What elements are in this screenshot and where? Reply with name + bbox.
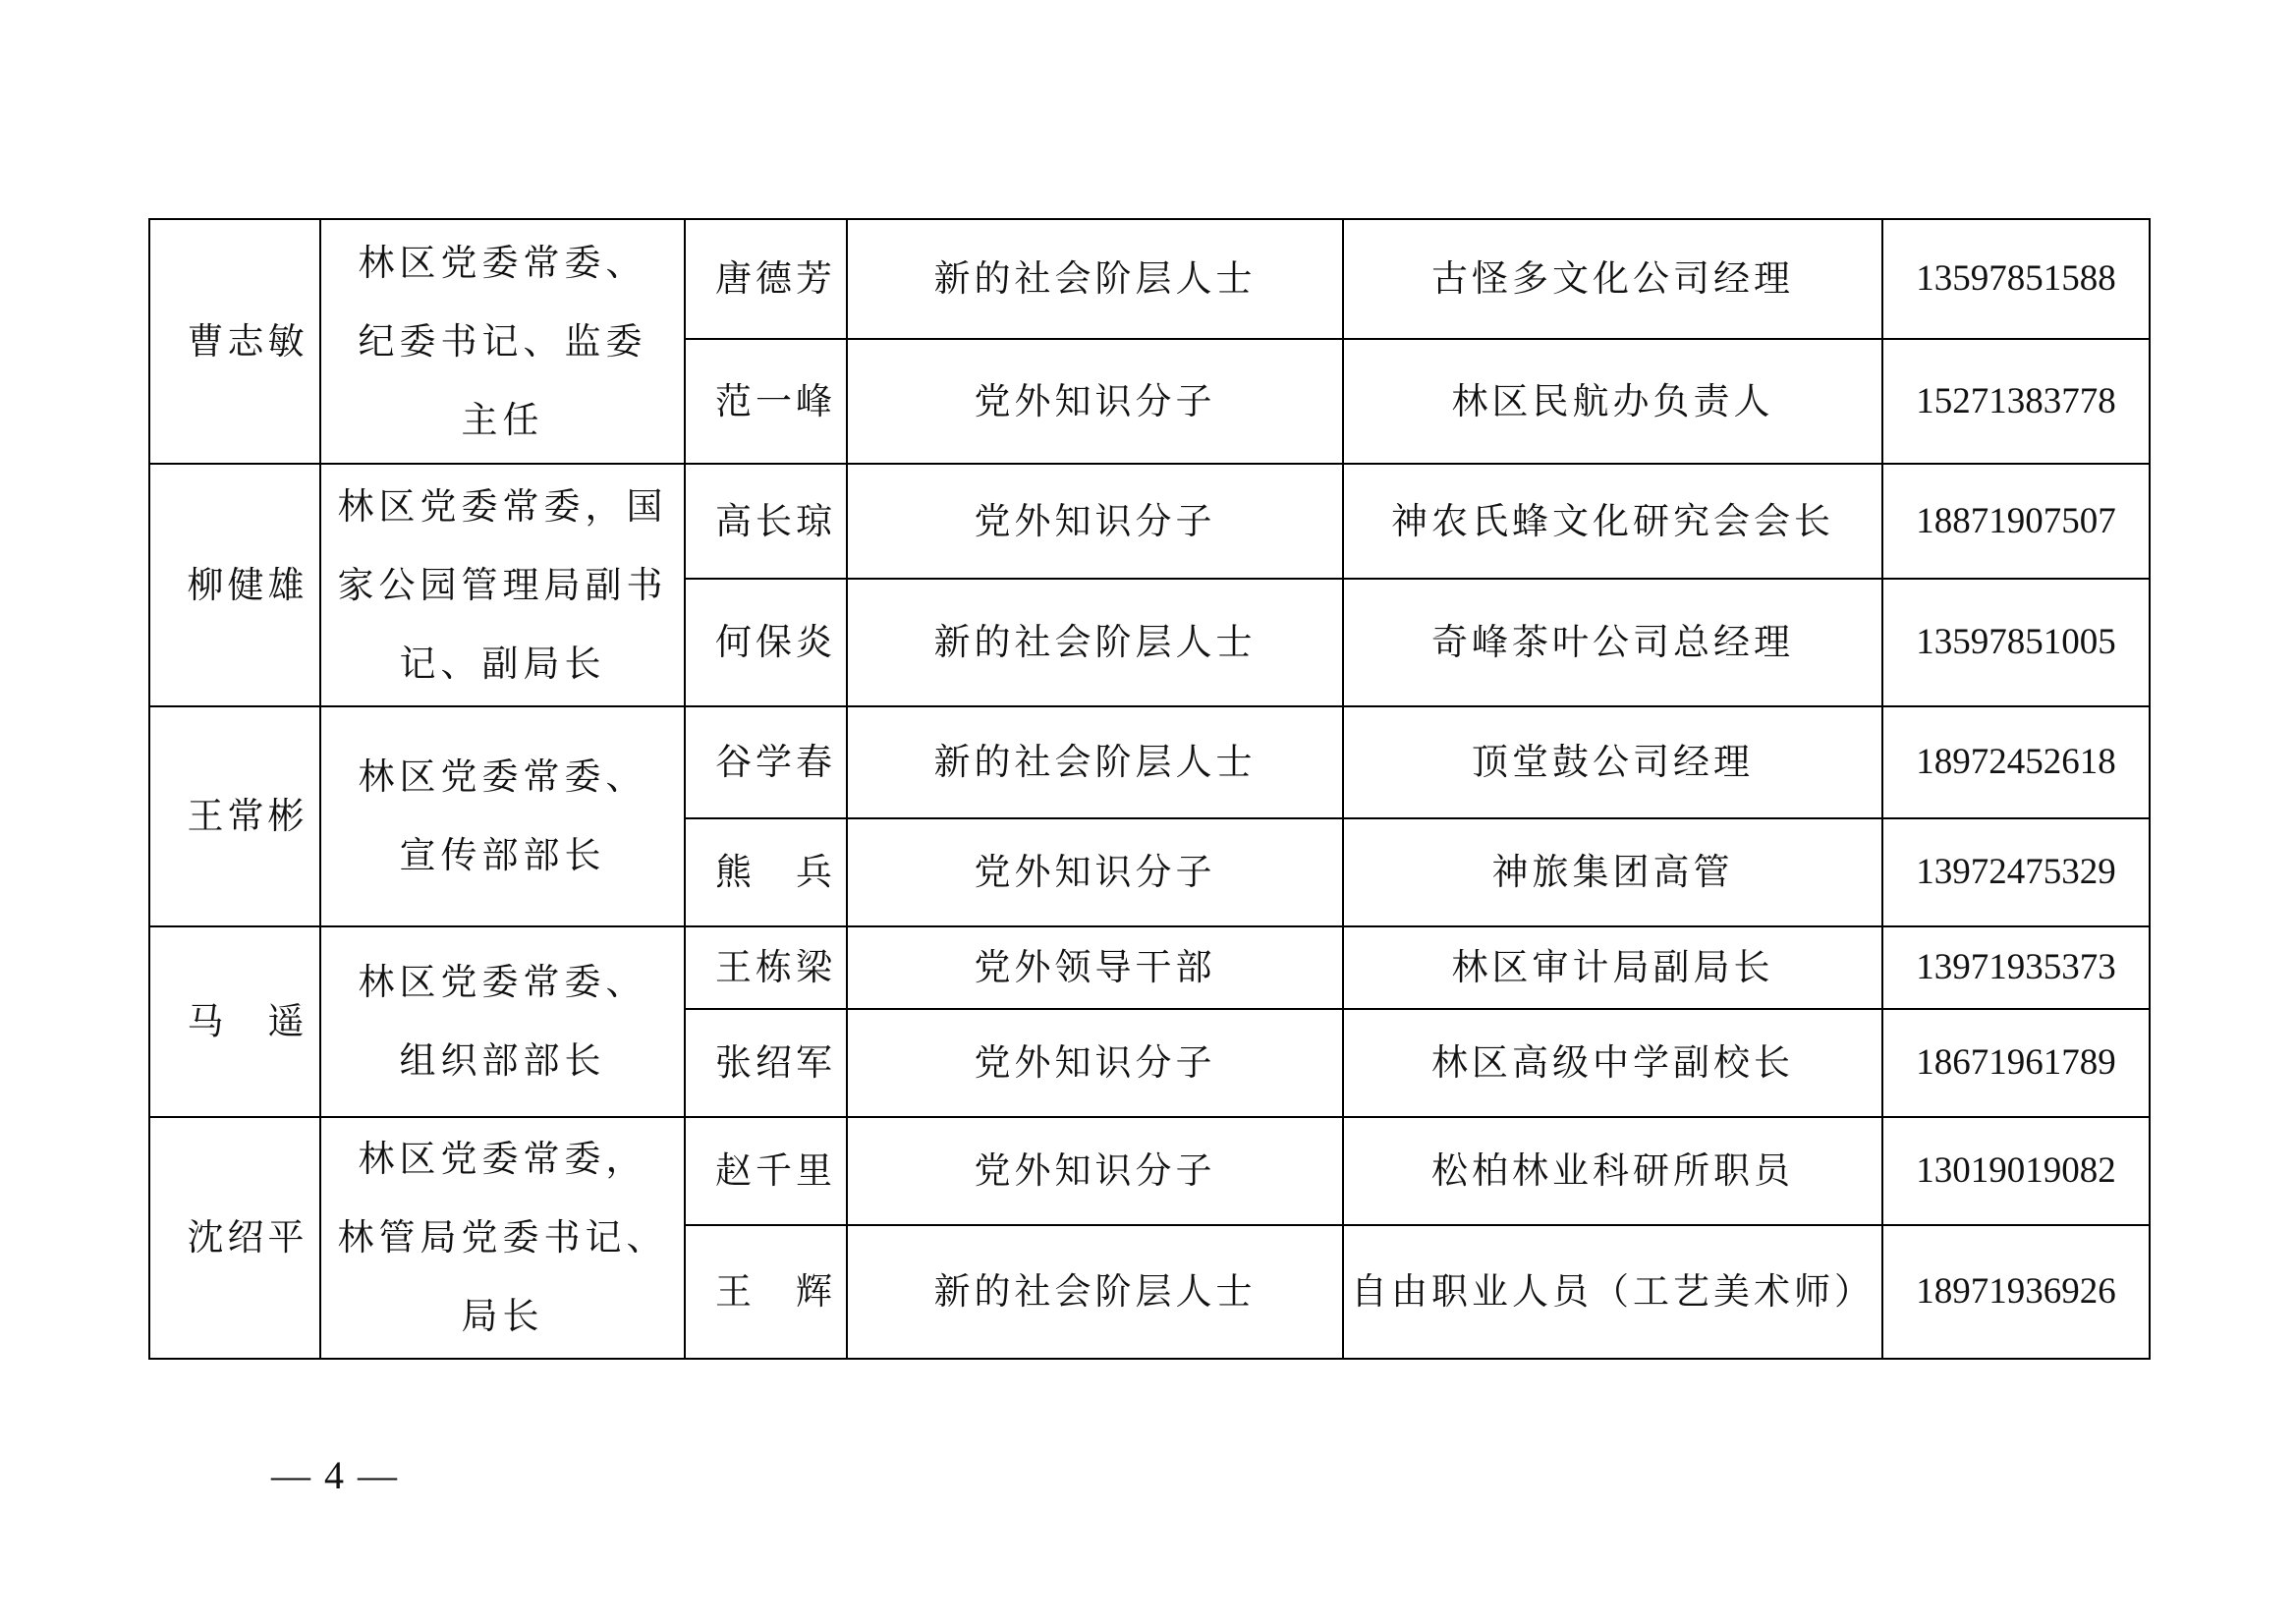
member-category: 党外知识分子 — [847, 1117, 1343, 1225]
leader-name: 曹志敏 — [149, 219, 320, 464]
member-category: 新的社会阶层人士 — [847, 219, 1343, 339]
post-line: 林管局党委书记、 — [337, 1216, 668, 1259]
member-job: 神农氏蜂文化研究会会长 — [1343, 464, 1882, 579]
member-category: 新的社会阶层人士 — [847, 1225, 1343, 1359]
post-line: 纪委书记、监委 — [358, 319, 647, 363]
member-job: 神旅集团高管 — [1343, 818, 1882, 926]
member-phone: 13597851005 — [1882, 579, 2150, 706]
post-line: 家公园管理局副书 — [337, 563, 668, 606]
member-name: 张绍军 — [685, 1009, 847, 1117]
member-phone: 13597851588 — [1882, 219, 2150, 339]
leader-name: 沈绍平 — [149, 1117, 320, 1359]
post-line: 主任 — [461, 398, 544, 441]
post-line: 林区党委常委，国 — [337, 484, 668, 528]
member-phone: 18972452618 — [1882, 706, 2150, 818]
page-number: — 4 — — [271, 1453, 399, 1497]
post-line: 组织部部长 — [399, 1039, 606, 1082]
table-row — [149, 1117, 2150, 1225]
member-category: 党外知识分子 — [847, 339, 1343, 464]
member-name: 赵千里 — [685, 1117, 847, 1225]
member-name: 唐德芳 — [685, 219, 847, 339]
post-line: 宣传部部长 — [399, 834, 606, 876]
member-category: 党外知识分子 — [847, 1009, 1343, 1117]
leader-name: 柳健雄 — [149, 464, 320, 706]
leader-post — [320, 926, 685, 1117]
member-category: 党外知识分子 — [847, 464, 1343, 579]
member-name: 王栋梁 — [685, 926, 847, 1009]
member-job: 林区民航办负责人 — [1343, 339, 1882, 464]
post-line: 记、副局长 — [399, 642, 606, 685]
member-phone: 13019019082 — [1882, 1117, 2150, 1225]
table-row — [149, 219, 2150, 339]
member-category: 新的社会阶层人士 — [847, 706, 1343, 818]
post-line: 局长 — [461, 1295, 544, 1337]
member-name: 范一峰 — [685, 339, 847, 464]
member-job: 自由职业人员（工艺美术师） — [1343, 1225, 1882, 1359]
member-job: 奇峰茶叶公司总经理 — [1343, 579, 1882, 706]
table-row — [149, 464, 2150, 579]
leader-post — [320, 464, 685, 706]
member-job: 松柏林业科研所职员 — [1343, 1117, 1882, 1225]
leader-post — [320, 219, 685, 464]
member-phone: 18871907507 — [1882, 464, 2150, 579]
post-line: 林区党委常委、 — [358, 961, 647, 1003]
leader-name: 王常彬 — [149, 706, 320, 926]
table-row — [149, 706, 2150, 818]
member-name: 高长琼 — [685, 464, 847, 579]
member-name: 王 辉 — [685, 1225, 847, 1359]
post-line: 林区党委常委、 — [358, 241, 647, 284]
member-job: 林区高级中学副校长 — [1343, 1009, 1882, 1117]
leader-post — [320, 706, 685, 926]
member-phone: 18671961789 — [1882, 1009, 2150, 1117]
member-job: 顶堂鼓公司经理 — [1343, 706, 1882, 818]
member-name: 熊 兵 — [685, 818, 847, 926]
member-category: 党外领导干部 — [847, 926, 1343, 1009]
member-name: 何保炎 — [685, 579, 847, 706]
member-category: 新的社会阶层人士 — [847, 579, 1343, 706]
member-phone: 18971936926 — [1882, 1225, 2150, 1359]
member-phone: 13971935373 — [1882, 926, 2150, 1009]
member-phone: 13972475329 — [1882, 818, 2150, 926]
table-row — [149, 926, 2150, 1009]
member-job: 林区审计局副局长 — [1343, 926, 1882, 1009]
member-category: 党外知识分子 — [847, 818, 1343, 926]
member-phone: 15271383778 — [1882, 339, 2150, 464]
leader-name: 马 遥 — [149, 926, 320, 1117]
leader-post — [320, 1117, 685, 1359]
member-name: 谷学春 — [685, 706, 847, 818]
member-job: 古怪多文化公司经理 — [1343, 219, 1882, 339]
post-line: 林区党委常委、 — [358, 756, 647, 798]
post-line: 林区党委常委， — [358, 1138, 647, 1180]
contact-table — [148, 218, 2151, 1360]
